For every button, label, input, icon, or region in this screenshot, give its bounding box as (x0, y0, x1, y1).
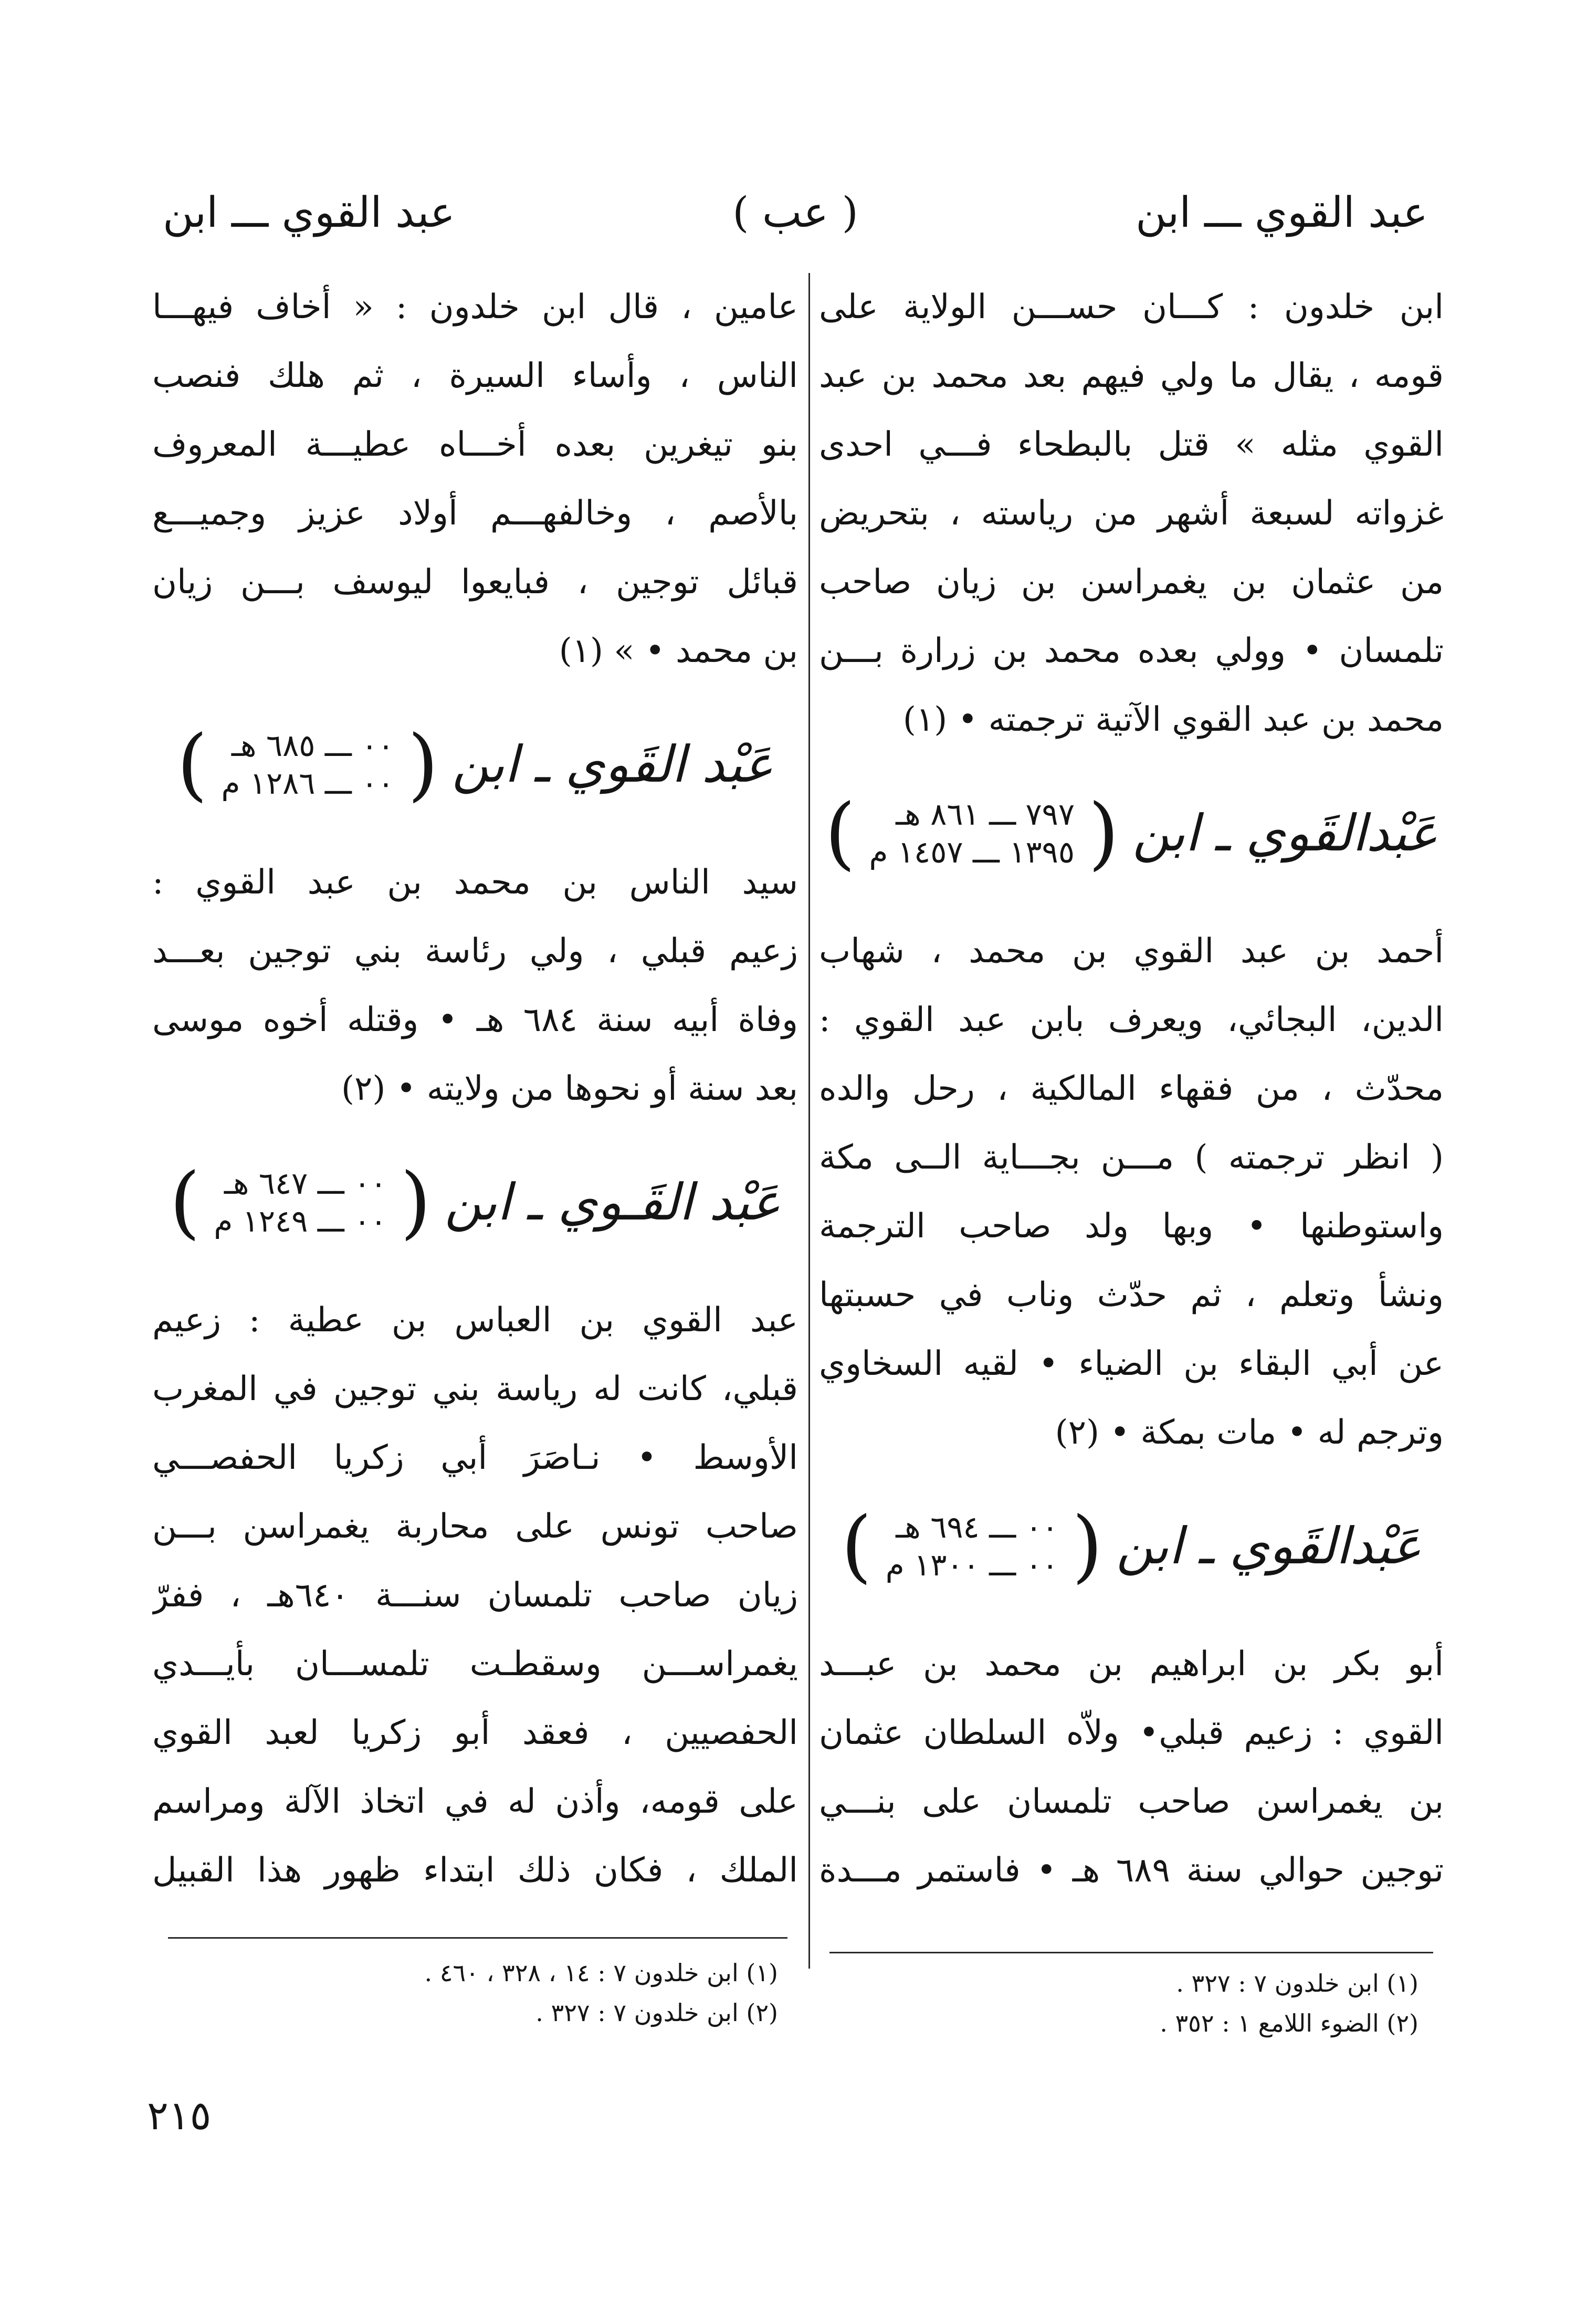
text-line: الناس ، وأساء السيرة ، ثم هلك فنصب (152, 356, 798, 395)
paren-close: ) (841, 1500, 872, 1592)
footnote: (١) ابن خلدون ٧ : ١٤ ، ٣٢٨ ، ٤٦٠ . (424, 1959, 778, 1987)
left-paragraph-1 (152, 273, 798, 686)
text-line: قبائل توجين ، فبايعوا ليوسف بـــن زيان (152, 563, 798, 602)
column-divider (808, 273, 810, 1969)
entry-dates (221, 727, 394, 802)
text-line: صاحب تونس على محاربة يغمراسن بـــن (152, 1507, 798, 1546)
entry-heading-name: عَبْد القَـوي ـ ابن (445, 1173, 781, 1232)
running-head (163, 178, 1428, 252)
paren-open: ( (400, 1156, 432, 1248)
text-line: على قومه، وأذن له في اتخاذ الآلة ومراسم (152, 1782, 798, 1821)
text-line: محمد بن عبد القوي الآتية ترجمته • (١) (902, 700, 1444, 739)
text-line: تلمسان • وولي بعده محمد بن زرارة بـــن (819, 632, 1444, 670)
dates-gregorian: ٠٠ ـــ ١٢٨٦ م (221, 765, 394, 801)
right-paragraph-3 (819, 1630, 1444, 1905)
text-line: زيان صاحب تلمسان سنـــة ٦٤٠هـ ، ففرّ (152, 1576, 798, 1615)
right-paragraph-2 (819, 917, 1444, 1467)
right-paragraph-1 (819, 273, 1444, 754)
entry-heading-name: عَبْدالقَوي ـ ابن (1116, 1517, 1422, 1575)
entry-heading (819, 770, 1444, 896)
paren-close: ) (169, 1156, 201, 1248)
running-head-left: عبد القوي ـــ ابن (163, 188, 455, 237)
right-column (819, 273, 1444, 1905)
left-paragraph-3 (152, 1286, 798, 1905)
entry-dates (214, 1164, 386, 1240)
text-line: واستوطنها • وبها ولد صاحب الترجمة (819, 1207, 1444, 1246)
text-line: قومه ، يقال ما ولي فيهم بعد محمد بن عبد (819, 356, 1444, 395)
footnote-rule-left (168, 1937, 787, 1939)
text-line: الملك ، فكان ذلك ابتداء ظهور هذا القبيل (152, 1851, 798, 1890)
text-line: بنو تيغرين بعده أخـــاه عطيـــة المعروف (152, 425, 798, 464)
dates-hijri: ٧٩٧ ـــ ٨٦١ هـ (896, 796, 1075, 832)
text-line: أبو بكر بن ابراهيم بن محمد بن عبـــد (819, 1645, 1444, 1684)
text-line: القوي : زعيم قبلي• ولاّه السلطان عثمان (819, 1713, 1444, 1752)
text-line: بن محمد • » (١) (559, 632, 798, 670)
text-line: وفاة أبيه سنة ٦٨٤ هـ • وقتله أخوه موسى (152, 1001, 798, 1039)
text-line: عبد القوي بن العباس بن عطية : زعيم (152, 1301, 798, 1340)
footnotes-right (1160, 1963, 1419, 2043)
text-line: محدّث ، من فقهاء المالكية ، رحل والده (819, 1069, 1444, 1108)
text-line: الأوسط • نـاصَرَ أبي زكريا الحفصـــي (152, 1438, 798, 1477)
running-head-center: ( عب ) (732, 188, 858, 237)
text-line: سيد الناس بن محمد بن عبد القوي : (152, 863, 798, 902)
text-line: القوي مثله » قتل بالبطحاء فـــي احدى (819, 425, 1444, 464)
dates-gregorian: ٠٠ ـــ ١٣٠٠ م (885, 1547, 1058, 1583)
entry-heading (152, 701, 798, 827)
paren-open: ( (407, 719, 439, 810)
footnotes-left (425, 1953, 778, 2033)
text-line: قبلي، كانت له رياسة بني توجين في المغرب (152, 1370, 798, 1408)
text-line: من عثمان بن يغمراسن بن زيان صاحب (819, 563, 1444, 602)
text-line: توجين حوالي سنة ٦٨٩ هـ • فاستمر مـــدة (819, 1851, 1444, 1890)
page-number: ٢١٥ (147, 2092, 212, 2139)
text-line: الحفصيين ، فعقد أبو زكريا لعبد القوي (152, 1713, 798, 1752)
text-line: ونشأ وتعلم ، ثم حدّث وناب في حسبتها (819, 1276, 1444, 1315)
text-line: بن يغمراسن صاحب تلمسان على بنـــي (819, 1782, 1444, 1821)
entry-heading-name: عَبْد القَوي ـ ابن (452, 735, 774, 794)
footnote: (٢) الضوء اللامع ١ : ٣٥٢ . (1160, 2009, 1419, 2037)
entry-heading (152, 1139, 798, 1265)
text-line: ( انظر ترجمته ) مـــن بجـــاية الــى مكة (819, 1138, 1444, 1177)
text-line: الدين، البجائي، ويعرف بابن عبد القوي : (819, 1001, 1444, 1039)
paren-open: ( (1088, 787, 1119, 879)
left-paragraph-2 (152, 848, 798, 1123)
entry-heading (819, 1483, 1444, 1609)
text-line: وترجم له • مات بمكة • (٢) (1055, 1413, 1444, 1452)
entry-dates (886, 1508, 1058, 1584)
text-line: عامين ، قال ابن خلدون : « أخاف فيهـــا (152, 288, 798, 327)
dates-hijri: ٠٠ ـــ ٦٨٥ هـ (231, 728, 394, 763)
footnote: (٢) ابن خلدون ٧ : ٣٢٧ . (535, 1999, 778, 2027)
paren-close: ) (825, 787, 856, 879)
dates-hijri: ٠٠ ـــ ٦٩٤ هـ (896, 1509, 1058, 1545)
text-line: ابن خلدون : كـــان حســـن الولاية على (819, 288, 1444, 327)
paren-open: ( (1071, 1500, 1103, 1592)
text-line: عن أبي البقاء بن الضياء • لقيه السخاوي (819, 1344, 1444, 1383)
text-line: غزواته لسبعة أشهر من رياسته ، بتحريض (819, 494, 1444, 533)
footnote-rule-right (829, 1952, 1433, 1953)
text-line: بعد سنة أو نحوها من ولايته • (٢) (341, 1069, 798, 1108)
text-line: أحمد بن عبد القوي بن محمد ، شهاب (819, 932, 1444, 971)
dates-gregorian: ٠٠ ـــ ١٢٤٩ م (214, 1203, 387, 1239)
entry-heading-name: عَبْدالقَوي ـ ابن (1132, 804, 1438, 863)
dates-gregorian: ١٣٩٥ ـــ ١٤٥٧ م (869, 834, 1075, 870)
entry-dates (869, 795, 1075, 871)
text-line: بالأصم ، وخالفهـــم أولاد عزيز وجميـــع (152, 494, 798, 533)
text-line: يغمراســـن وسقطـت تلمســـان بأيـــدي (152, 1645, 798, 1684)
footnote: (١) ابن خلدون ٧ : ٣٢٧ . (1176, 1969, 1419, 1997)
running-head-right: عبد القوي ـــ ابن (1136, 188, 1428, 237)
paren-close: ) (176, 719, 208, 810)
left-column (152, 273, 798, 1905)
dates-hijri: ٠٠ ـــ ٦٤٧ هـ (224, 1165, 387, 1201)
text-line: زعيم قبلي ، ولي رئاسة بني توجين بعـــد (152, 932, 798, 971)
